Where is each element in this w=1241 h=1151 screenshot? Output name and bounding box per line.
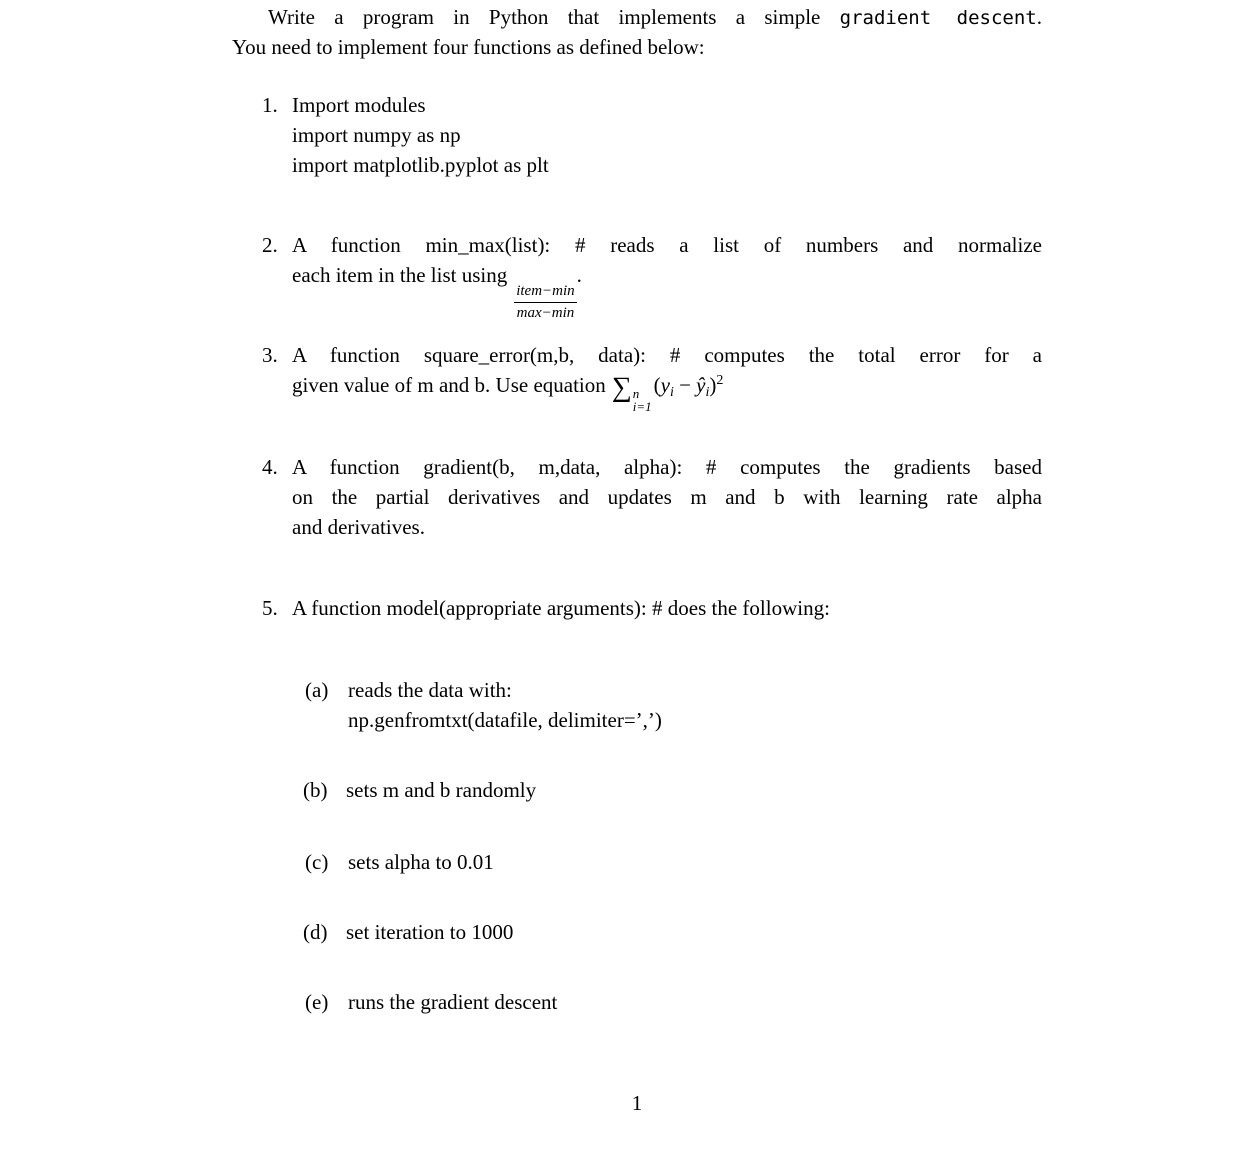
y-hat-subscript: i	[705, 385, 710, 400]
intro-line-1	[232, 2, 1042, 32]
y-subscript: i	[669, 385, 674, 400]
item-3-line-2-text: given value of m and b. Use equation	[292, 373, 606, 397]
item-4-line-3: and derivatives.	[292, 515, 425, 539]
sub-item-e-label: (e)	[305, 990, 329, 1014]
list-item-4	[262, 452, 1042, 542]
item-3-line-1: A function square_error(m,b, data): # computes the total error for a	[292, 343, 1042, 367]
sub-item-c-label: (c)	[305, 850, 329, 874]
item-3-line-2	[292, 370, 1042, 414]
min-max-fraction	[514, 282, 576, 323]
item-5-number: 5.	[262, 596, 278, 620]
item-2-line-2-text: each item in the list using	[292, 263, 508, 287]
sub-item-a-line-1: reads the data with:	[348, 678, 512, 702]
item-1-line-1: Import modules	[292, 93, 426, 117]
item-1-number: 1.	[262, 93, 278, 117]
sigma-lower-limit: i=1	[632, 399, 652, 414]
close-paren: )	[709, 373, 717, 397]
list-item-1	[262, 90, 1042, 180]
summation-formula	[612, 370, 724, 413]
sigma-limits	[633, 387, 652, 413]
sub-item-c	[305, 847, 1042, 877]
y-hat-variable: ŷ	[696, 373, 706, 397]
sigma-symbol: ∑	[611, 372, 632, 403]
item-2-line-1: A function min_max(list): # reads a list of numbers and normalize	[292, 233, 1042, 257]
fraction-denominator: max−min	[516, 305, 575, 321]
sub-item-b	[303, 775, 1042, 805]
item-2-number: 2.	[262, 233, 278, 257]
list-item-2	[262, 230, 1042, 321]
page-number: 1	[631, 1091, 643, 1115]
sub-item-e	[305, 987, 1042, 1017]
squared-exponent: 2	[716, 373, 724, 388]
item-4-number: 4.	[262, 455, 278, 479]
item-3-number: 3.	[262, 343, 278, 367]
sub-item-a-label: (a)	[305, 678, 329, 702]
sub-item-d-label: (d)	[303, 920, 328, 944]
item-2-period: .	[576, 263, 582, 287]
item-4-line-2: on the partial derivatives and updates m and b with learning rate alpha	[292, 485, 1042, 509]
intro-paragraph	[232, 2, 1042, 62]
minus-sign: −	[673, 373, 697, 397]
intro-text-pre: Write a program in Python that implements a simple	[268, 5, 840, 29]
sub-item-a	[305, 675, 1042, 735]
sub-item-b-label: (b)	[303, 778, 328, 802]
item-1-line-2: import numpy as np	[292, 123, 461, 147]
inline-code-gradient-descent: gradient descent	[839, 7, 1037, 29]
y-variable: y	[660, 373, 670, 397]
intro-text-post: .	[1036, 5, 1042, 29]
page-footer	[232, 1088, 1042, 1118]
item-5-line-1: A function model(appropriate arguments): # does the following:	[292, 596, 830, 620]
fraction-numerator: item−min	[514, 282, 576, 303]
list-item-3	[262, 340, 1042, 414]
list-item-5	[262, 593, 1042, 623]
sub-item-c-line-1: sets alpha to 0.01	[348, 850, 494, 874]
intro-line-2: You need to implement four functions as defined below:	[232, 35, 705, 59]
item-2-line-2	[292, 260, 1042, 321]
sub-item-d-line-1: set iteration to 1000	[346, 920, 514, 944]
sub-item-a-line-2: np.genfromtxt(datafile, delimiter=’,’)	[348, 708, 662, 732]
sub-item-d	[303, 917, 1042, 947]
sub-item-e-line-1: runs the gradient descent	[348, 990, 558, 1014]
item-1-line-3: import matplotlib.pyplot as plt	[292, 153, 549, 177]
item-4-line-1: A function gradient(b, m,data, alpha): # computes the gradients based	[292, 455, 1042, 479]
open-paren: (	[653, 373, 661, 397]
sigma-upper-limit: n	[632, 386, 640, 401]
sub-item-b-line-1: sets m and b randomly	[346, 778, 537, 802]
